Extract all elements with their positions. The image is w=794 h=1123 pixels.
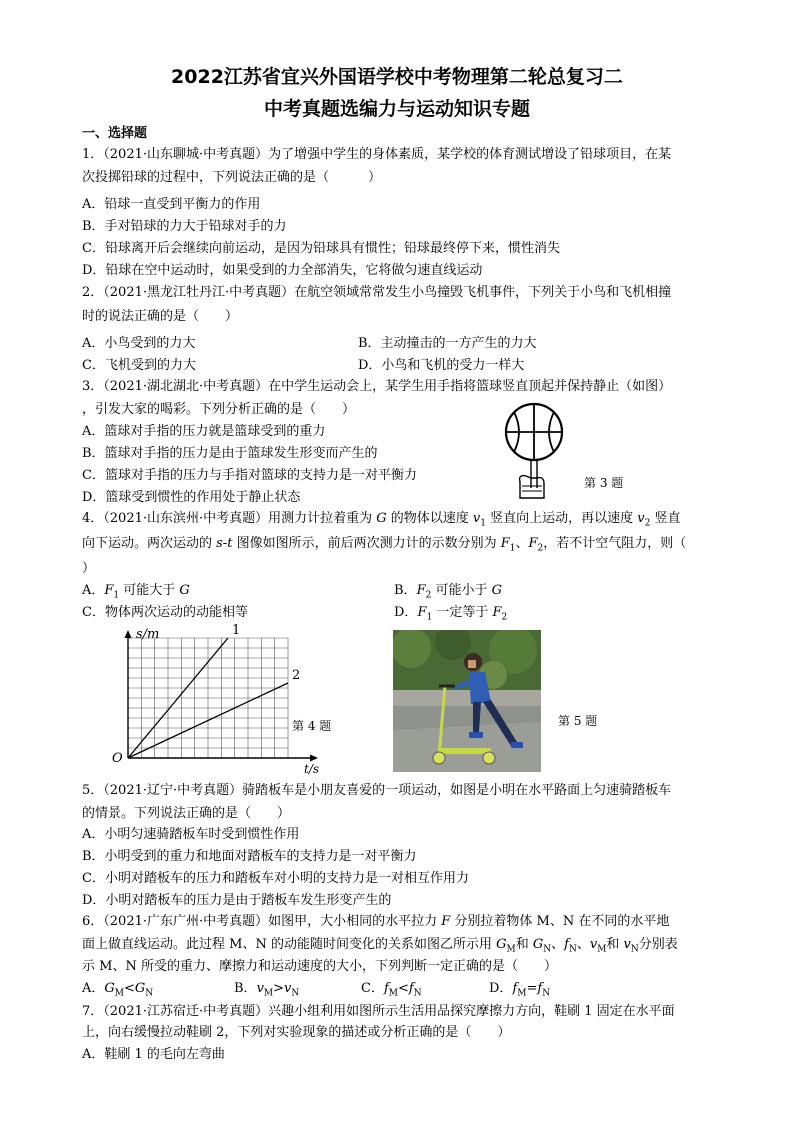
figure-3-caption: 第 3 题 — [584, 476, 624, 490]
q7-option-a: A．鞋刷 1 的毛向左弯曲 — [82, 1047, 225, 1062]
q6-stem-cont: 面上做直线运动。此过程 M、N 的动能随时间变化的关系如图乙所示用 $G_M$和 $G_N$、$f_N$、$v_M$和 $v_N$分别表 — [82, 937, 678, 955]
q4-option-b: B．$F_2$ 可能小于 G — [394, 583, 502, 601]
q6-option-c: C．$f_M<f_N$ — [361, 981, 422, 999]
q5-option-b: B．小明受到的重力和地面对踏板车的支持力是一对平衡力 — [82, 849, 417, 864]
q7-stem: 7．（2021·江苏宿迁·中考真题）兴趣小组利用如图所示生活用品探究摩擦力方向，鞋刷 1 固定在水平面 — [82, 1004, 675, 1019]
q1-option-d: D．铅球在空中运动时，如果受到的力全部消失，它将做匀速直线运动 — [82, 263, 483, 278]
q2-option-c: C．飞机受到的力大 — [82, 358, 196, 373]
q5-stem-cont: 的情景。下列说法正确的是（ ） — [82, 806, 291, 821]
q5-option-a: A．小明匀速骑踏板车时受到惯性作用 — [82, 827, 300, 842]
q3-stem: 3．（2021·湖北湖北·中考真题）在中学生运动会上，某学生用手指将篮球竖直顶起并保持静止（如图） — [82, 379, 672, 394]
q2-option-a: A．小鸟受到的力大 — [82, 336, 196, 351]
q4-stem-cont: 向下运动。两次运动的 s-t 图像如图所示，前后两次测力计的示数分别为 $F_1$、$F_2$，若不计空气阻力，则（ — [82, 536, 687, 554]
q6-stem-end: 示 M、N 所受的重力、摩擦力和运动速度的大小，下列判断一定正确的是（ ） — [82, 959, 557, 974]
document-title: 2022江苏省宜兴外国语学校中考物理第二轮总复习二 — [171, 66, 623, 88]
q3-option-a: A．篮球对手指的压力就是篮球受到的重力 — [82, 424, 326, 439]
q4-option-a: A．$F_1$ 可能大于 G — [82, 583, 190, 601]
q6-stem: 6．（2021·广东广州·中考真题）如图甲，大小相同的水平拉力 F 分别拉着物体 M、N 在不同的水平地 — [82, 914, 670, 929]
q6-option-b: B．$v_M>v_N$ — [234, 981, 300, 999]
basketball-finger-figure — [498, 402, 570, 502]
q4-stem: 4．（2021·山东滨州·中考真题）用测力计拉着重为 G 的物体以速度 $v_1$ 竖直向上运动，再以速度 $v_2$ 竖直 — [82, 511, 681, 529]
scooter-photo — [393, 630, 541, 772]
x-axis-label: t/s — [304, 762, 320, 774]
series-label-2: 2 — [292, 668, 301, 683]
q5-stem: 5．（2021·辽宁·中考真题）骑踏板车是小朋友喜爱的一项运动，如图是小明在水平路面上匀速骑踏板车 — [82, 783, 672, 798]
figure-5-caption: 第 5 题 — [558, 714, 598, 728]
q1-stem: 1．（2021·山东聊城·中考真题）为了增强中学生的身体素质，某学校的体育测试增设了铅球项目，在某 — [82, 147, 672, 162]
scooter-wheel — [483, 752, 495, 764]
q2-stem: 2．（2021·黑龙江牡丹江·中考真题）在航空领域常常发生小鸟撞毁飞机事件，下列关于小鸟和飞机相撞 — [82, 285, 672, 300]
q1-option-c: C．铅球离开后会继续向前运动，是因为铅球具有惯性；铅球最终停下来，惯性消失 — [82, 241, 560, 256]
hand-knuckles — [522, 486, 542, 491]
series-label-1: 1 — [232, 624, 241, 638]
scooter-deck — [439, 748, 491, 754]
section-heading: 一、选择题 — [82, 126, 148, 141]
q1-stem-cont: 次投掷铅球的过程中，下列说法正确的是（ ） — [82, 170, 382, 185]
y-axis-arrow — [125, 630, 132, 638]
q1-option-b: B．手对铅球的力大于铅球对手的力 — [82, 219, 287, 234]
q2-stem-cont: 时的说法正确的是（ ） — [82, 309, 239, 324]
document-subtitle: 中考真题选编力与运动知识专题 — [263, 98, 530, 120]
hand — [520, 476, 544, 498]
q7-stem-cont: 上，向右缓慢拉动鞋刷 2，下列对实验现象的描述或分析正确的是（ ） — [82, 1025, 511, 1040]
st-graph — [106, 624, 346, 774]
y-axis-label: s/m — [136, 627, 160, 642]
q3-option-b: B．篮球对手指的压力是由于篮球发生形变而产生的 — [82, 446, 378, 461]
q3-option-c: C．篮球对手指的压力与手指对篮球的支持力是一对平衡力 — [82, 468, 417, 483]
q6-option-a: A．$G_M<G_N$ — [82, 981, 154, 999]
q2-option-d: D．小鸟和飞机的受力一样大 — [358, 358, 525, 373]
scooter-wheel — [433, 752, 445, 764]
figure-4-caption: 第 4 题 — [292, 719, 332, 733]
origin-label: O — [112, 751, 123, 766]
child-face — [468, 660, 476, 668]
q1-option-a: A．铅球一直受到平衡力的作用 — [82, 197, 261, 212]
q6-option-d: D．$f_M=f_N$ — [489, 981, 551, 999]
q5-option-d: D．小明对踏板车的压力是由于踏板车发生形变产生的 — [82, 893, 392, 908]
q3-option-d: D．篮球受到惯性的作用处于静止状态 — [82, 490, 301, 505]
shoe — [511, 742, 523, 748]
x-axis-arrow — [310, 755, 318, 762]
q3-stem-cont: ，引发大家的喝彩。下列分析正确的是（ ） — [82, 402, 356, 417]
q4-stem-end: ） — [82, 561, 96, 576]
q4-option-d: D．$F_1$ 一定等于 $F_2$ — [394, 605, 508, 623]
wall — [393, 690, 541, 706]
q2-option-b: B．主动撞击的一方产生的力大 — [358, 336, 537, 351]
finger — [531, 460, 537, 488]
q5-option-c: C．小明对踏板车的压力和踏板车对小明的支持力是一对相互作用力 — [82, 871, 469, 886]
q4-option-c: C．物体两次运动的动能相等 — [82, 605, 248, 620]
shoe — [469, 732, 483, 738]
